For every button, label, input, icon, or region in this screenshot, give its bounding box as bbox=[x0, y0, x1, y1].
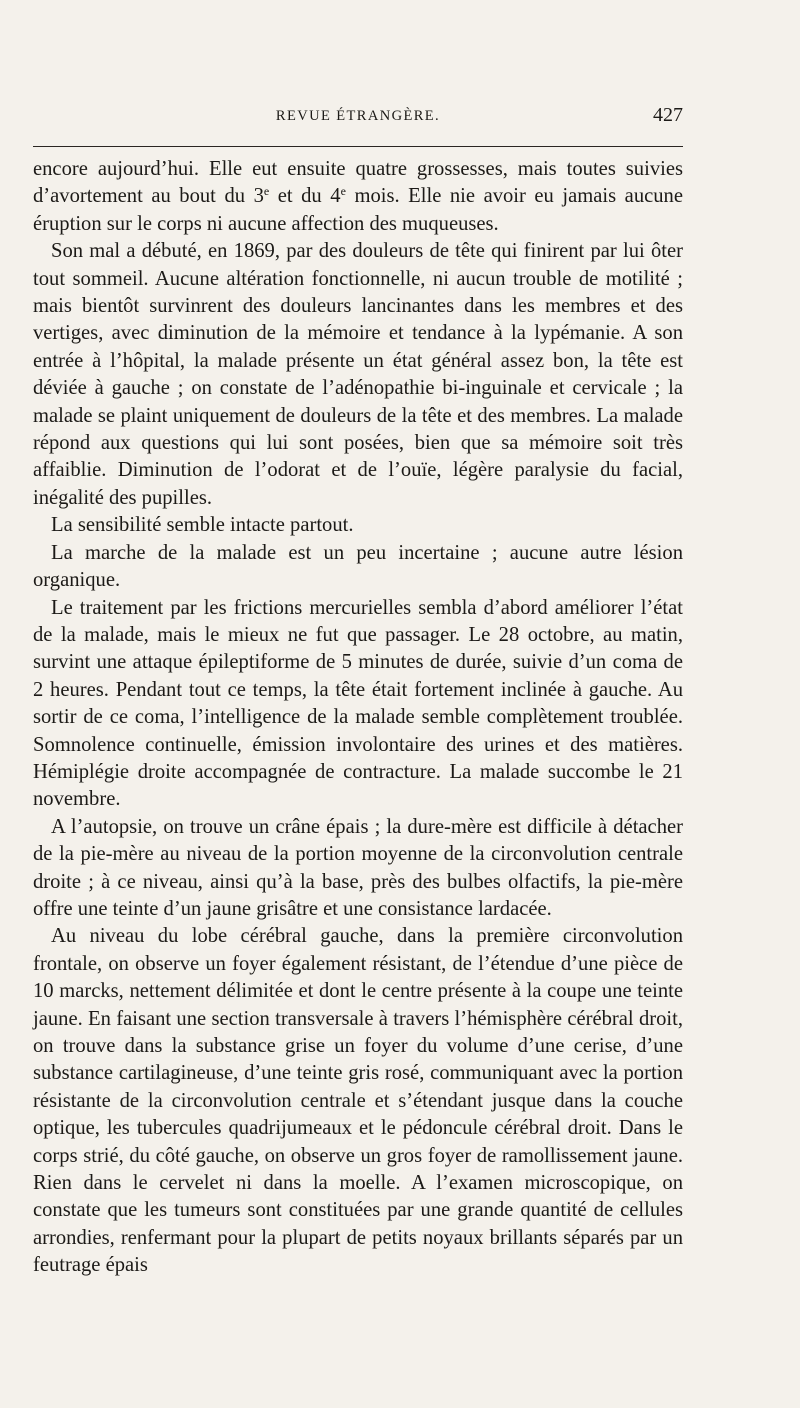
paragraph-5: Le traitement par les frictions mercurielles sembla d’abord améliorer l’état de la malade, mais le mieux ne fut que passager. Le 28 octobre, au matin, survint une attaque épileptiforme de 5 minutes de durée, suivie d’un coma de 2 heures. Pendant tout ce temps, la tête était fortement inclinée à gauche. Au sortir de ce coma, l’intelligence de la malade semble complètement troublée. Somnolence continuelle, émission involontaire des urines et des matières. Hémiplégie droite accompagnée de contracture. La malade succombe le 21 novembre. bbox=[33, 596, 683, 811]
header-rule bbox=[33, 146, 683, 147]
running-head bbox=[33, 104, 683, 132]
ordinal-suffix: e bbox=[340, 184, 346, 199]
body-text bbox=[33, 156, 683, 1280]
paragraph-1 bbox=[33, 156, 683, 238]
running-title: REVUE ÉTRANGÈRE. bbox=[275, 108, 441, 124]
paragraph-7: Au niveau du lobe cérébral gauche, dans la première circonvolution frontale, on observe un foyer également résistant, de l’étendue d’une pièce de 10 marcks, nettement délimitée et dont le centre présente à la coupe une teinte jaune. En faisant une section transversale à travers l’hémisphère cérébral droit, on trouve dans la substance grise un foyer du volume d’une cerise, d’une substance cartilagineuse, d’une teinte gris rosé, communiquant avec la portion résistante de la circonvolution centrale et s’étendant jusque dans la couche optique, les tubercules quadrijumeaux et le pédoncule cérébral droit. Dans le corps strié, du côté gauche, on observe un gros foyer de ramollissement jaune. Rien dans le cervelet ni dans la moelle. A l’examen microscopique, on constate que les tumeurs sont constituées par une grande quantité de cellules arrondies, renfermant pour la plupart de petits noyaux brillants séparés par un feutrage épais bbox=[33, 925, 683, 1277]
page-number: 427 bbox=[653, 104, 683, 126]
text-run: mois. Elle nie avoir eu jamais aucune éruption sur le corps ni aucune affection des muqueuses. bbox=[33, 185, 683, 235]
paragraph-6: A l’autopsie, on trouve un crâne épais ; la dure-mère est difficile à détacher de la pie-mère au niveau de la portion moyenne de la circonvolution centrale droite ; à ce niveau, ainsi qu’à la base, près des bulbes olfactifs, la pie-mère offre une teinte d’un jaune grisâtre et une consistance lardacée. bbox=[33, 815, 683, 920]
ordinal-suffix: e bbox=[263, 184, 270, 199]
text-run: encore aujourd’hui. Elle eut ensuite quatre grossesses, mais toutes suivies d’avortement au bout du 3 bbox=[33, 158, 683, 208]
paragraph-3: La sensibilité semble intacte partout. bbox=[51, 514, 354, 537]
paragraph-2: Son mal a débuté, en 1869, par des douleurs de tête qui finirent par lui ôter tout sommeil. Aucune altération fonctionnelle, ni aucun trouble de motilité ; mais bientôt survinrent des douleurs lancinantes dans les membres et des vertiges, avec diminution de la mémoire et tendance à la lypémanie. A son entrée à l’hôpital, la malade présente un état général assez bon, la tête est déviée à gauche ; on constate de l’adénopathie bi-inguinale et cervicale ; la malade se plaint uniquement de douleurs de la tête et des membres. La malade répond aux questions qui lui sont posées, bien que sa mémoire soit très affaiblie. Diminution de l’odorat et de l’ouïe, légère paralysie du facial, inégalité des pupilles. bbox=[33, 240, 683, 509]
paragraph-4: La marche de la malade est un peu incertaine ; aucune autre lésion organique. bbox=[33, 541, 683, 592]
text-run: et du 4 bbox=[269, 185, 341, 208]
